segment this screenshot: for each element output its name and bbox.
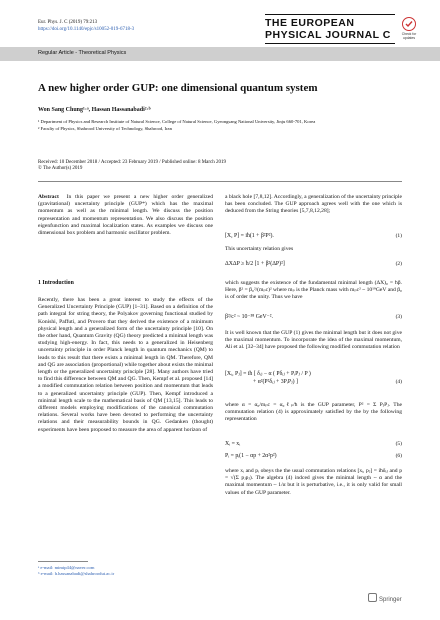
copyright: © The Author(s) 2019 (38, 166, 83, 172)
journal-logo (265, 14, 395, 44)
header-divider (38, 181, 402, 182)
equation-5-number: (5) (395, 441, 402, 447)
publication-dates (38, 160, 398, 173)
col2-para-5: where α = α₀/mₚc = α₀ℓₚ/ħ is the GUP parameter, P² = Σ PⱼPⱼ. The commutation relation (4) is approximately satisfied by the by the following representation (225, 402, 402, 423)
equation-1-number: (1) (395, 233, 402, 239)
col2-para-1: a black hole [7,8,12]. Accordingly, a generalization of the uncertainty principle has been concluded. The GUP approach agrees well with the one which is deduced from the String theories [5,7,8,12,28]; (225, 194, 402, 215)
email-2[interactable]: ᵇ e-mail: h.hassanabadi@shahroodut.ac.ir (38, 571, 115, 576)
check-updates-badge[interactable] (398, 17, 420, 41)
equation-3 (225, 313, 402, 321)
authors: Won Sang Chung¹·ᵃ, Hassan Hassanabadi²·ᵇ (38, 107, 151, 113)
paper-title: A new higher order GUP: one dimensional quantum system (38, 82, 318, 94)
col2-para-3: which suggests the existence of the fundamental minimal length (ΔX)₀ = ħβ. Here, β² = β₀²/(mₚc)² where mₚ is the Planck mass with mₚc² ~ 10¹⁹GeV and β₀ is of order the unity. Thus we have (225, 280, 402, 301)
equation-3-number: (3) (395, 314, 402, 320)
email-1[interactable]: ᵃ e-mail: mimip44@naver.com (38, 565, 95, 570)
check-updates-icon (402, 17, 416, 31)
journal-citation-block (38, 20, 134, 33)
affiliations (38, 119, 368, 132)
journal-name-line1: THE EUROPEAN (265, 17, 355, 29)
col2-para-6: where xᵢ and pᵢ obeys the the usual commutation relations [xᵢ, pⱼ] = iħδᵢⱼ and p = √(Σ pⱼpⱼ). The algebra (4) indced gives the minimal length ~ α and the maximal momentum ~ 1/α but it is perturbative, i.e., it is only valid for small values of the GUP parameter. (225, 468, 402, 496)
check-updates-label: Check for updates (401, 32, 417, 40)
springer-horse-icon (368, 593, 377, 602)
equation-5 (225, 440, 402, 448)
abstract (38, 194, 213, 237)
equation-1-body: [X, P] = iħ(1 + β²P²). (225, 233, 274, 239)
abstract-text: In this paper we present a new higher order generalized (gravitational) uncertainty principle (GUP*) which has the maximal momentum as well as the minimal length. We discuss the position representation and momentum representation. We also discuss the position eigenfunction and maximal localization states. As examples we discuss one dimensional box problem and harmonic oscillator problem. (38, 194, 213, 237)
article-type: Regular Article - Theoretical Physics (38, 50, 127, 56)
publisher-logo (368, 593, 402, 603)
publisher-name: Springer (379, 597, 402, 603)
equation-5-body: Xᵢ = xᵢ (225, 441, 241, 447)
equation-6-number: (6) (395, 453, 402, 459)
equation-4-line-1: [Xᵢ, Pⱼ] = iħ [ δᵢⱼ − α ( Pδᵢⱼ + PᵢPⱼ / P ) (225, 371, 311, 377)
affiliation-2: ² Faculty of Physics, Shahrood University of Technology, Shahrood, Iran (38, 126, 172, 131)
equation-6-body: Pᵢ = pᵢ(1 − αp + 2α²p²) (225, 453, 277, 459)
intro-heading: 1 Introduction (38, 280, 74, 286)
equation-2 (225, 260, 402, 268)
doi-link[interactable]: https://doi.org/10.1140/epjc/s10052-019-6718-3 (38, 26, 135, 32)
equation-4 (225, 370, 402, 386)
abstract-label: Abstract (38, 194, 59, 200)
affiliation-1: ¹ Department of Physics and Research Institute of Natural Science, College of Natural Science, Gyeongsang National University, Jinju 660-701, Korea (38, 119, 316, 124)
equation-4-number: (4) (395, 379, 402, 385)
footnote-divider (38, 561, 88, 562)
equation-3-body: β²/c² ~ 10⁻³⁸ GeV⁻². (225, 314, 273, 320)
citation: Eur. Phys. J. C (2019) 79:213 (38, 20, 98, 25)
intro-text: Recently, there has been a great interest to study the effects of the Generalized Uncertainty Principle (GUP) [1–31]. Based on a definition of the path integral for string theory, the Polyakov governing functional studied by Konishi, Paffuti, and Provero that they derived the existence of a minimum physical length and a generalized form of the uncertainty principle [10]. On the other hand, Quantum Gravity (QG) theory predicted a minimal length was studying high-energy. In fact, this needs to a generalized in Heisenberg uncertainty principle in order Planck length in quantum mechanics (QM) to leads to this result that there exists a minimal length in QM. Therefore, QM and QG are association (proportional) while together about exists the minimal length or the generalized uncertainty principle [28]. Many authors have tried to find this difference between QM and QG. Then, Kempf et al. proposed [14] a modified commutation relation between position and momentum that leads to a generalized uncertainty principle (GUP). Then, Kempf introduced a minimal length scale to the mathematical basis of QM [13,15]. This leads to different models employing modifications of the canonical commutation relations. Several works have been devoted to performing the uncertainty relations and their measurability bounds in QG. Gedanken (thought) experiments have been proposed to measure the area of apparent horizon of (38, 297, 214, 433)
equation-6 (225, 452, 402, 460)
equation-4-line-2: + α²(P²δᵢⱼ + 3PᵢPⱼ) ] (253, 379, 298, 385)
received-accepted-published: Received: 10 December 2018 / Accepted: 23 February 2019 / Published online: 8 March 2019 (38, 160, 227, 165)
equation-1 (225, 232, 402, 240)
col2-para-2: This uncertainty relation gives (225, 246, 294, 252)
equation-2-body: ΔXΔP ≥ ħ/2 [1 + β²(ΔP)²] (225, 261, 285, 267)
equation-2-number: (2) (395, 261, 402, 267)
footnotes (38, 565, 213, 577)
article-type-band (0, 47, 440, 61)
journal-name-line2: PHYSICAL JOURNAL C (265, 29, 391, 41)
col2-para-4: It is well known that the GUP (1) gives the minimal length but it does not give the maximal momentum. To incorporate the idea of the maximal momentum, Ali et al. [32–34] have proposed the following modified commutation relation (225, 330, 402, 351)
